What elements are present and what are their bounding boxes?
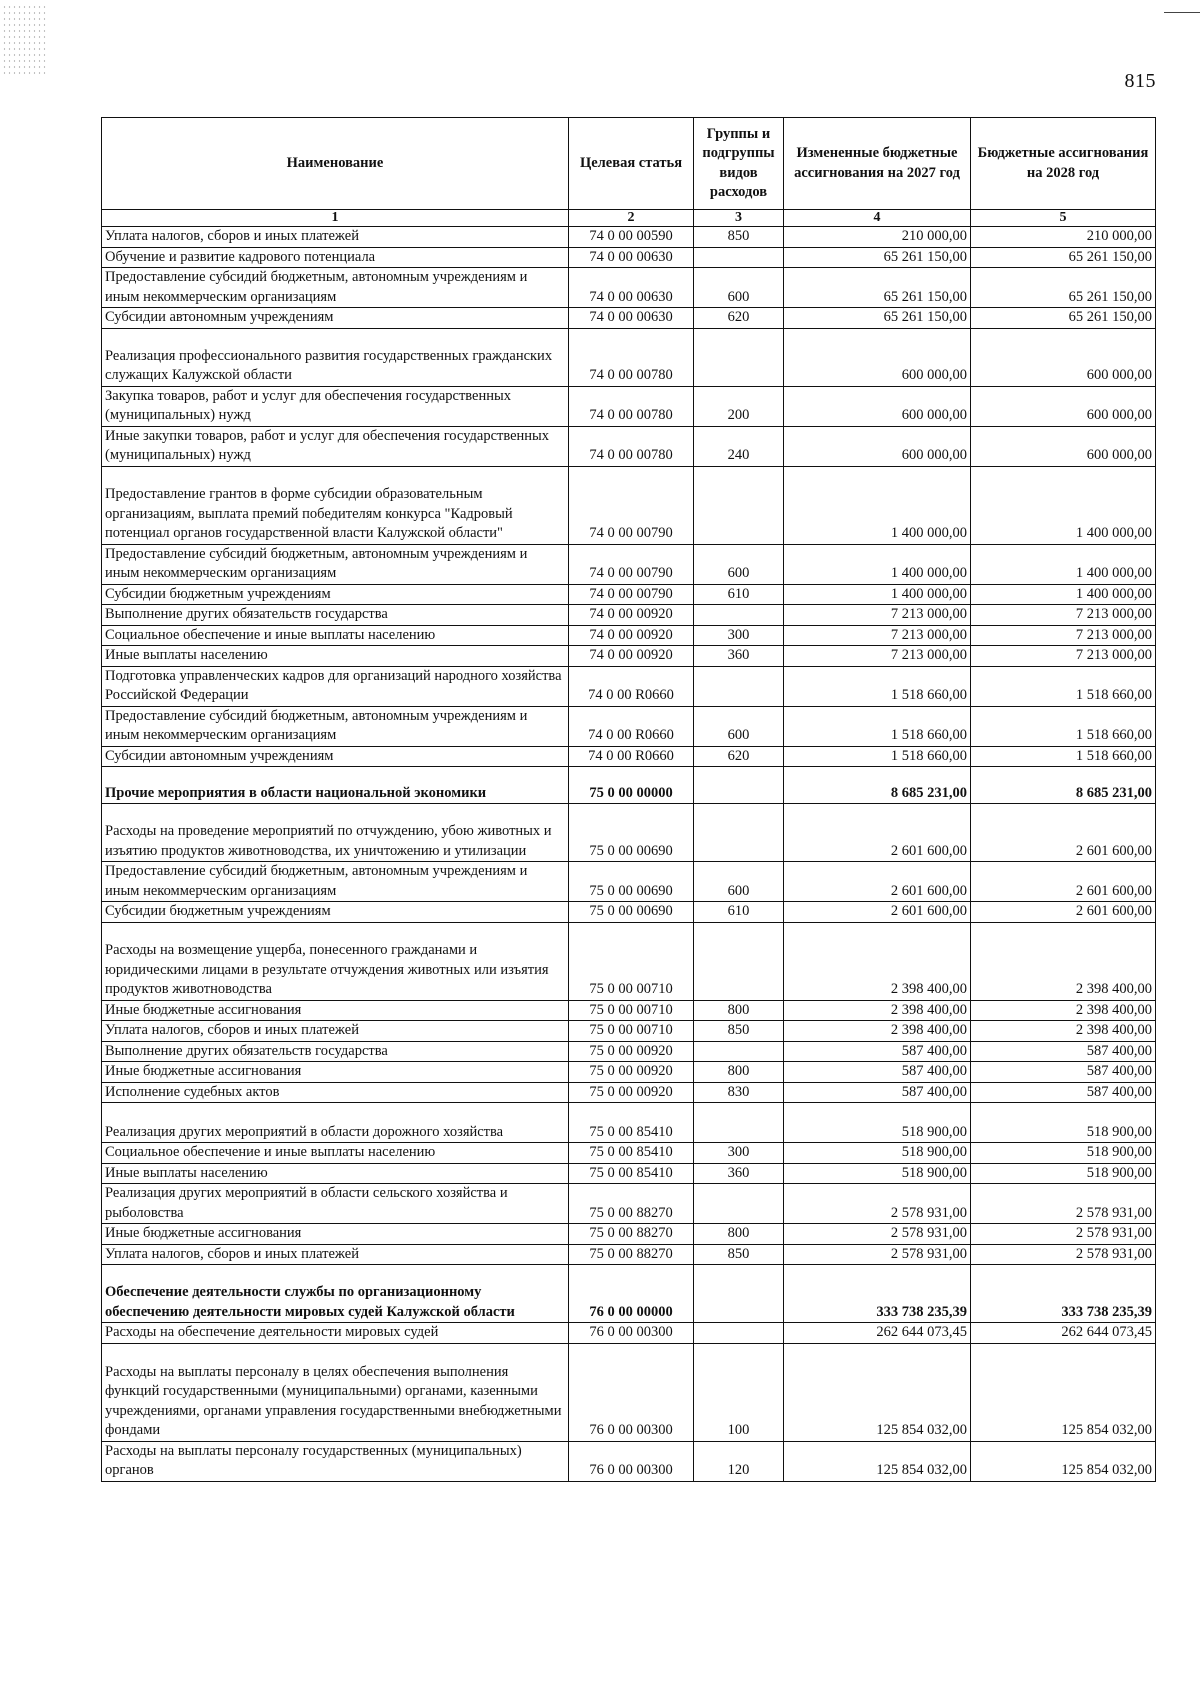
row-group-code: 800 [694,1000,784,1021]
column-number: 4 [784,210,971,227]
row-amount-2027: 2 601 600,00 [784,804,971,862]
row-amount-2027: 1 400 000,00 [784,584,971,605]
row-name: Социальное обеспечение и иные выплаты населению [102,625,569,646]
row-target-code: 75 0 00 88270 [569,1184,694,1224]
row-target-code: 74 0 00 00780 [569,386,694,426]
row-group-code [694,1265,784,1323]
row-group-code [694,247,784,268]
row-amount-2028: 125 854 032,00 [971,1441,1156,1481]
row-amount-2028: 2 578 931,00 [971,1244,1156,1265]
row-amount-2027: 2 601 600,00 [784,862,971,902]
row-amount-2028: 2 601 600,00 [971,902,1156,923]
row-amount-2027: 2 398 400,00 [784,1021,971,1042]
row-group-code: 830 [694,1082,784,1103]
row-name: Расходы на проведение мероприятий по отчуждению, убою животных и изъятию продуктов животноводства, их уничтожению и утилизации [102,804,569,862]
table-row [102,1441,1156,1481]
row-target-code: 74 0 00 00630 [569,247,694,268]
row-name: Уплата налогов, сборов и иных платежей [102,1021,569,1042]
row-group-code: 360 [694,1163,784,1184]
table-row [102,1244,1156,1265]
row-group-code: 610 [694,902,784,923]
row-target-code: 74 0 00 R0660 [569,666,694,706]
row-target-code: 74 0 00 00790 [569,466,694,544]
row-group-code: 300 [694,625,784,646]
column-number: 2 [569,210,694,227]
row-name: Прочие мероприятия в области национальной экономики [102,767,569,804]
row-target-code: 74 0 00 00790 [569,584,694,605]
row-group-code: 100 [694,1343,784,1441]
row-amount-2028: 2 601 600,00 [971,862,1156,902]
table-row [102,706,1156,746]
row-amount-2028: 2 578 931,00 [971,1184,1156,1224]
row-amount-2028: 1 400 000,00 [971,584,1156,605]
row-amount-2027: 1 400 000,00 [784,466,971,544]
row-amount-2028: 587 400,00 [971,1041,1156,1062]
row-amount-2027: 1 518 660,00 [784,706,971,746]
table-row [102,1000,1156,1021]
row-group-code: 800 [694,1224,784,1245]
row-target-code: 75 0 00 00710 [569,1021,694,1042]
row-group-code: 200 [694,386,784,426]
row-target-code: 76 0 00 00300 [569,1343,694,1441]
table-row [102,1041,1156,1062]
row-amount-2028: 333 738 235,39 [971,1265,1156,1323]
row-name: Расходы на возмещение ущерба, понесенного гражданами и юридическими лицами в результате отчуждения животных или изъятия продуктов животноводства [102,922,569,1000]
row-target-code: 75 0 00 85410 [569,1103,694,1143]
row-amount-2027: 518 900,00 [784,1143,971,1164]
row-group-code [694,1103,784,1143]
table-row [102,247,1156,268]
row-amount-2028: 7 213 000,00 [971,605,1156,626]
row-target-code: 75 0 00 00920 [569,1062,694,1083]
row-amount-2027: 2 398 400,00 [784,922,971,1000]
row-group-code: 850 [694,227,784,248]
row-amount-2027: 333 738 235,39 [784,1265,971,1323]
row-amount-2028: 587 400,00 [971,1082,1156,1103]
row-target-code: 75 0 00 85410 [569,1143,694,1164]
table-row [102,804,1156,862]
row-group-code: 600 [694,268,784,308]
row-amount-2028: 518 900,00 [971,1103,1156,1143]
table-row [102,1265,1156,1323]
row-target-code: 75 0 00 00920 [569,1082,694,1103]
column-number: 3 [694,210,784,227]
row-name: Обучение и развитие кадрового потенциала [102,247,569,268]
row-amount-2028: 518 900,00 [971,1163,1156,1184]
row-name: Субсидии бюджетным учреждениям [102,584,569,605]
table-row [102,1143,1156,1164]
row-target-code: 74 0 00 00920 [569,625,694,646]
column-number: 5 [971,210,1156,227]
table-row [102,1103,1156,1143]
row-amount-2028: 2 398 400,00 [971,1021,1156,1042]
row-amount-2028: 2 398 400,00 [971,922,1156,1000]
row-amount-2028: 7 213 000,00 [971,646,1156,667]
row-target-code: 74 0 00 00780 [569,328,694,386]
row-target-code: 75 0 00 00920 [569,1041,694,1062]
row-amount-2028: 1 518 660,00 [971,746,1156,767]
row-amount-2027: 210 000,00 [784,227,971,248]
row-name: Реализация других мероприятий в области дорожного хозяйства [102,1103,569,1143]
row-name: Выполнение других обязательств государства [102,1041,569,1062]
row-group-code: 600 [694,862,784,902]
row-group-code: 850 [694,1021,784,1042]
row-target-code: 75 0 00 00000 [569,767,694,804]
row-amount-2028: 7 213 000,00 [971,625,1156,646]
row-name: Иные бюджетные ассигнования [102,1062,569,1083]
row-group-code [694,666,784,706]
row-amount-2027: 1 518 660,00 [784,746,971,767]
budget-table [101,117,1156,1482]
row-amount-2028: 262 644 073,45 [971,1323,1156,1344]
row-group-code [694,466,784,544]
header-name: Наименование [102,118,569,210]
row-name: Подготовка управленческих кадров для организаций народного хозяйства Российской Федерации [102,666,569,706]
row-amount-2028: 587 400,00 [971,1062,1156,1083]
row-amount-2027: 8 685 231,00 [784,767,971,804]
table-row [102,666,1156,706]
row-amount-2028: 1 400 000,00 [971,544,1156,584]
header-budget-2028: Бюджетные ассигнования на 2028 год [971,118,1156,210]
row-name: Субсидии автономным учреждениям [102,308,569,329]
row-name: Социальное обеспечение и иные выплаты населению [102,1143,569,1164]
row-amount-2027: 125 854 032,00 [784,1441,971,1481]
row-target-code: 75 0 00 00710 [569,922,694,1000]
table-row [102,902,1156,923]
header-group: Группы и подгруппы видов расходов [694,118,784,210]
row-group-code: 850 [694,1244,784,1265]
row-amount-2027: 65 261 150,00 [784,308,971,329]
row-group-code: 800 [694,1062,784,1083]
header-changed-2027: Измененные бюджетные ассигнования на 2027 год [784,118,971,210]
row-name: Уплата налогов, сборов и иных платежей [102,227,569,248]
row-name: Предоставление субсидий бюджетным, автономным учреждениям и иным некоммерческим организациям [102,544,569,584]
table-row [102,1323,1156,1344]
row-target-code: 74 0 00 00630 [569,308,694,329]
row-name: Исполнение судебных актов [102,1082,569,1103]
row-name: Обеспечение деятельности службы по организационному обеспечению деятельности мировых судей Калужской области [102,1265,569,1323]
table-row [102,1184,1156,1224]
table-row [102,1343,1156,1441]
table-row [102,1224,1156,1245]
row-amount-2027: 587 400,00 [784,1062,971,1083]
row-group-code [694,605,784,626]
row-target-code: 76 0 00 00300 [569,1441,694,1481]
row-amount-2027: 65 261 150,00 [784,247,971,268]
row-amount-2028: 1 400 000,00 [971,466,1156,544]
row-group-code [694,1323,784,1344]
row-amount-2028: 600 000,00 [971,386,1156,426]
row-group-code [694,1041,784,1062]
table-row [102,308,1156,329]
row-group-code: 610 [694,584,784,605]
row-name: Расходы на выплаты персоналу в целях обеспечения выполнения функций государственными (муниципальными) органами, казенными учреждениями, органами управления государственными внебюджетными фондами [102,1343,569,1441]
row-group-code: 620 [694,308,784,329]
row-amount-2027: 518 900,00 [784,1103,971,1143]
row-target-code: 74 0 00 00920 [569,605,694,626]
row-group-code: 240 [694,426,784,466]
row-name: Предоставление субсидий бюджетным, автономным учреждениям и иным некоммерческим организациям [102,268,569,308]
row-group-code [694,922,784,1000]
row-amount-2027: 1 400 000,00 [784,544,971,584]
row-name: Предоставление субсидий бюджетным, автономным учреждениям и иным некоммерческим организациям [102,862,569,902]
table-row [102,1021,1156,1042]
table-row [102,646,1156,667]
row-amount-2028: 65 261 150,00 [971,308,1156,329]
row-name: Уплата налогов, сборов и иных платежей [102,1244,569,1265]
table-row [102,268,1156,308]
row-amount-2028: 1 518 660,00 [971,666,1156,706]
row-target-code: 74 0 00 00790 [569,544,694,584]
row-amount-2027: 518 900,00 [784,1163,971,1184]
table-body [102,227,1156,1482]
row-name: Реализация других мероприятий в области сельского хозяйства и рыболовства [102,1184,569,1224]
row-target-code: 74 0 00 00590 [569,227,694,248]
row-name: Иные выплаты населению [102,1163,569,1184]
row-amount-2027: 1 518 660,00 [784,666,971,706]
row-target-code: 75 0 00 88270 [569,1244,694,1265]
row-name: Иные выплаты населению [102,646,569,667]
row-amount-2028: 600 000,00 [971,328,1156,386]
scan-edge-line [1164,12,1200,13]
row-name: Иные бюджетные ассигнования [102,1000,569,1021]
table-row [102,386,1156,426]
row-amount-2028: 2 578 931,00 [971,1224,1156,1245]
row-amount-2028: 518 900,00 [971,1143,1156,1164]
row-name: Субсидии автономным учреждениям [102,746,569,767]
row-amount-2027: 2 398 400,00 [784,1000,971,1021]
table-row [102,1082,1156,1103]
row-target-code: 75 0 00 85410 [569,1163,694,1184]
table-row [102,922,1156,1000]
row-amount-2028: 1 518 660,00 [971,706,1156,746]
table-row [102,1163,1156,1184]
row-amount-2027: 65 261 150,00 [784,268,971,308]
row-target-code: 74 0 00 00780 [569,426,694,466]
row-target-code: 76 0 00 00000 [569,1265,694,1323]
row-amount-2028: 2 398 400,00 [971,1000,1156,1021]
row-name: Выполнение других обязательств государства [102,605,569,626]
table-row [102,227,1156,248]
row-target-code: 75 0 00 00690 [569,862,694,902]
row-amount-2027: 2 578 931,00 [784,1224,971,1245]
row-name: Субсидии бюджетным учреждениям [102,902,569,923]
column-number-row [102,210,1156,227]
row-target-code: 74 0 00 R0660 [569,706,694,746]
row-name: Закупка товаров, работ и услуг для обеспечения государственных (муниципальных) нужд [102,386,569,426]
row-group-code [694,328,784,386]
page-number: 815 [1124,70,1156,92]
table-row [102,1062,1156,1083]
row-group-code [694,767,784,804]
row-amount-2027: 262 644 073,45 [784,1323,971,1344]
table-row [102,426,1156,466]
row-amount-2028: 8 685 231,00 [971,767,1156,804]
row-target-code: 75 0 00 00690 [569,902,694,923]
row-amount-2027: 7 213 000,00 [784,646,971,667]
row-amount-2027: 600 000,00 [784,426,971,466]
row-amount-2027: 600 000,00 [784,328,971,386]
row-amount-2027: 600 000,00 [784,386,971,426]
row-amount-2027: 2 578 931,00 [784,1184,971,1224]
column-number: 1 [102,210,569,227]
row-group-code [694,1184,784,1224]
row-target-code: 75 0 00 88270 [569,1224,694,1245]
row-amount-2028: 65 261 150,00 [971,247,1156,268]
table-row [102,466,1156,544]
row-group-code: 600 [694,706,784,746]
row-group-code: 360 [694,646,784,667]
table-row [102,544,1156,584]
row-amount-2028: 600 000,00 [971,426,1156,466]
table-row [102,767,1156,804]
row-name: Реализация профессионального развития государственных гражданских служащих Калужской области [102,328,569,386]
row-group-code: 600 [694,544,784,584]
row-amount-2028: 2 601 600,00 [971,804,1156,862]
table-row [102,605,1156,626]
row-name: Расходы на выплаты персоналу государственных (муниципальных) органов [102,1441,569,1481]
table-row [102,746,1156,767]
row-group-code [694,804,784,862]
row-amount-2027: 125 854 032,00 [784,1343,971,1441]
row-amount-2028: 210 000,00 [971,227,1156,248]
row-target-code: 74 0 00 00920 [569,646,694,667]
table-row [102,584,1156,605]
row-name: Предоставление грантов в форме субсидии образовательным организациям, выплата премий победителям конкурса "Кадровый потенциал органов государственной власти Калужской области" [102,466,569,544]
row-name: Иные бюджетные ассигнования [102,1224,569,1245]
row-name: Расходы на обеспечение деятельности мировых судей [102,1323,569,1344]
row-target-code: 75 0 00 00710 [569,1000,694,1021]
scan-noise [2,4,48,74]
row-amount-2027: 2 578 931,00 [784,1244,971,1265]
header-target: Целевая статья [569,118,694,210]
row-target-code: 74 0 00 00630 [569,268,694,308]
row-group-code: 620 [694,746,784,767]
row-amount-2027: 587 400,00 [784,1041,971,1062]
table-row [102,862,1156,902]
row-group-code: 300 [694,1143,784,1164]
row-amount-2027: 7 213 000,00 [784,605,971,626]
row-group-code: 120 [694,1441,784,1481]
table-row [102,328,1156,386]
table-row [102,625,1156,646]
row-name: Предоставление субсидий бюджетным, автономным учреждениям и иным некоммерческим организациям [102,706,569,746]
row-amount-2027: 2 601 600,00 [784,902,971,923]
row-target-code: 76 0 00 00300 [569,1323,694,1344]
row-amount-2028: 125 854 032,00 [971,1343,1156,1441]
row-amount-2028: 65 261 150,00 [971,268,1156,308]
row-target-code: 75 0 00 00690 [569,804,694,862]
row-name: Иные закупки товаров, работ и услуг для обеспечения государственных (муниципальных) нужд [102,426,569,466]
row-amount-2027: 7 213 000,00 [784,625,971,646]
row-target-code: 74 0 00 R0660 [569,746,694,767]
header-row [102,118,1156,210]
row-amount-2027: 587 400,00 [784,1082,971,1103]
